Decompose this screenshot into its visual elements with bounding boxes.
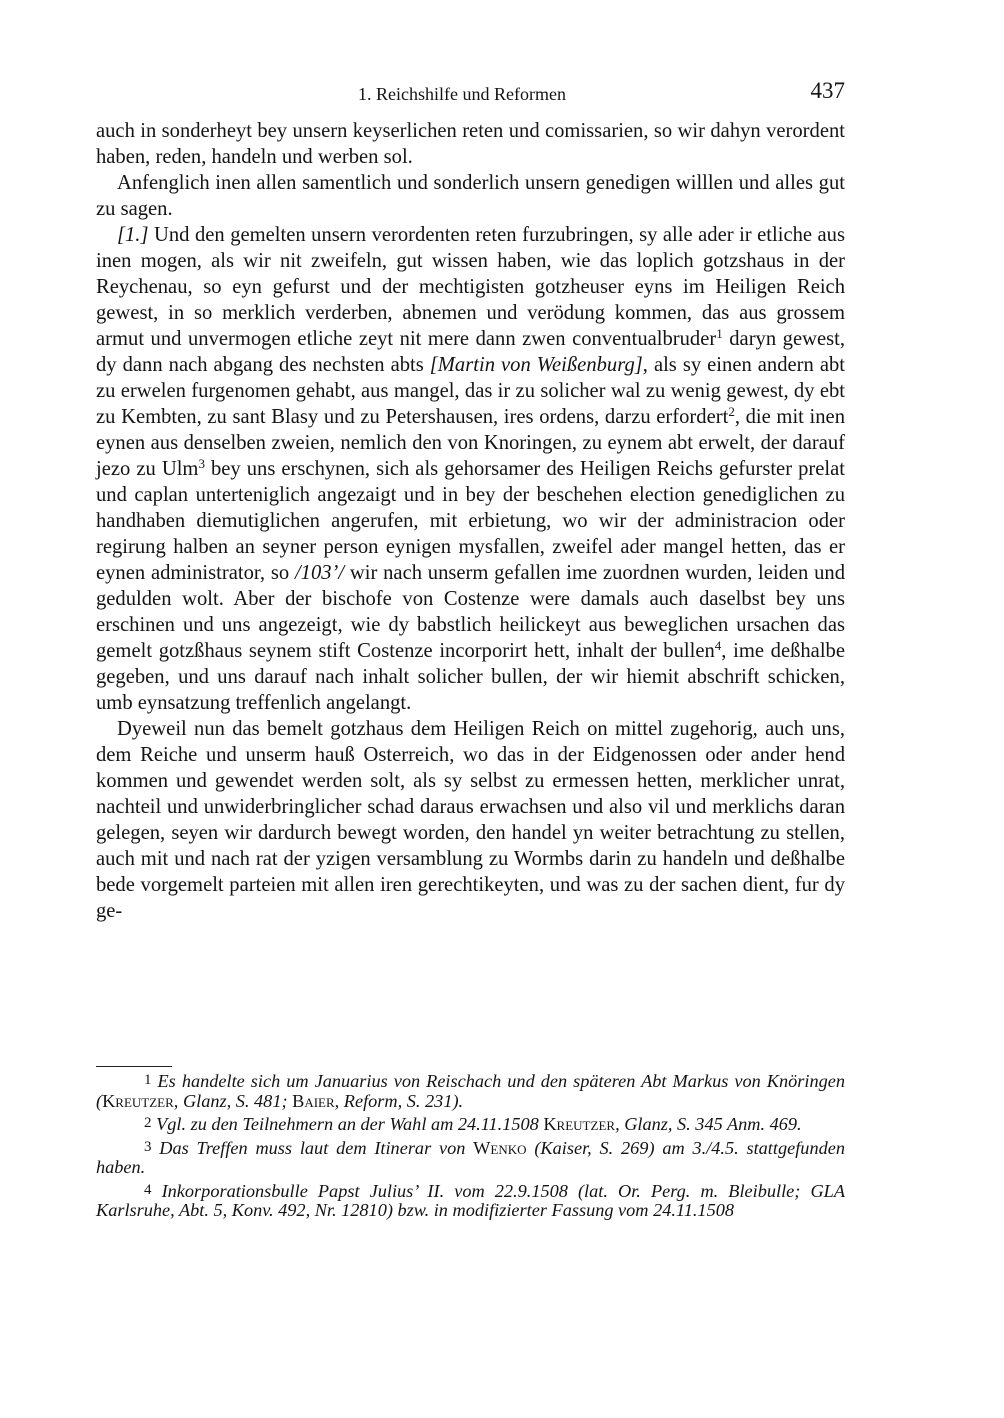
footnote-ref-1[interactable]: 1	[716, 326, 723, 341]
paragraph-2: Anfenglich inen allen samentlich und sonderlich unsern genedigen willlen und alles gut zu sagen.	[96, 172, 845, 220]
editorial-name: [Martin von Weißenburg]	[429, 354, 643, 376]
footnote-1	[96, 1071, 845, 1111]
footnote-text: , Glanz, S. 481;	[173, 1090, 293, 1111]
footnote-text: Es handelte sich um Januarius von Reischach und den späteren Abt Markus von Knöringen (	[96, 1071, 845, 1111]
paragraph-3	[96, 222, 845, 716]
footnote-text: , Reform, S. 231).	[334, 1090, 464, 1111]
footnote-text: Vgl. zu den Teilnehmern an der Wahl am 24.11.1508	[156, 1114, 544, 1134]
folio-marker: /103’/	[294, 562, 345, 584]
footnote-number: 1	[144, 1072, 152, 1088]
footnote-number: 3	[144, 1138, 152, 1155]
footnote-ref-4[interactable]: 4	[714, 638, 722, 653]
text-segment: bey uns erschynen, sich als gehorsamer des Heiligen Reichs gefurster prelat und caplan unterteniglich angezaigt und in bey der beschehen election genediglichen zu handhaben diemutiglichen angerufen, mit erbietung, wo wir der administracion oder regirung halben an seyner person eynigen mysfallen, zweifel ader mangel hetten, das er eynen administrator, so	[96, 458, 845, 584]
footnote-number: 4	[144, 1181, 152, 1198]
main-text	[96, 118, 845, 924]
footnote-number: 2	[144, 1115, 152, 1131]
footnotes	[96, 1071, 845, 1224]
running-title: 1. Reichshilfe und Reformen	[358, 84, 566, 104]
footnote-ref-2[interactable]: 2	[728, 404, 735, 419]
footnote-rule	[96, 1066, 172, 1067]
page-number: 437	[810, 78, 845, 103]
footnote-4	[96, 1181, 845, 1221]
text-segment: daryn gewest, dy dann nach abgang des nechsten abts	[96, 328, 846, 376]
text-segment: wir nach unserm gefallen ime zuordnen wurden, leiden und gedulden wolt. Aber der bischofe von Costenze were damals auch daselbst bey uns erschinen und uns angezeigt, wie dy babstlich heilickeyt aus beweglichen ursachen das gemelt gotzßhaus seynem stift Costenze incorporirt hett, inhalt der bullen	[96, 562, 845, 662]
text-segment: , ime deßhalbe gegeben, und uns darauf nach inhalt solicher bullen, der wir hiemit abschrift schicken, umb eynsatzung treffenlich angelangt.	[96, 640, 845, 714]
author-name: Kreutzer	[102, 1090, 174, 1111]
section-marker: [1.]	[117, 224, 149, 246]
page-header	[96, 78, 845, 110]
paragraph-4: Dyeweil nun das bemelt gotzhaus dem Heiligen Reich on mittel zugehorig, auch uns, dem Reiche und unserm hauß Osterreich, wo das in der Eidgenossen oder ander hend kommen und gewendet werden solt, als sy selbst zu ermessen hetten, merklicher unrat, nachteil und unwiderbringlicher schad daraus erwachsen und also vil und merklichs daran gelegen, seyen wir dardurch bewegt worden, den handel yn weiter betrachtung zu stellen, auch mit und nach rat der yzigen versamblung zu Wormbs darin zu handeln und deßhalbe bede vorgemelt parteien mit allen iren gerechtikeyten, und was zu der sachen dient, fur dy ge-	[96, 718, 845, 922]
paragraph-1: auch in sonderheyt bey unsern keyserlichen reten und comissarien, so wir dahyn verordent haben, reden, handeln und werben sol.	[96, 120, 845, 168]
footnote-2	[96, 1114, 845, 1135]
footnote-text: Inkorporationsbulle Papst Julius’ II. vom 22.9.1508 (lat. Or. Perg. m. Bleibulle; GLA Karlsruhe, Abt. 5, Konv. 492, Nr. 12810) bzw. in modifizierter Fassung vom 24.11.1508	[96, 1180, 845, 1220]
footnote-text: , Glanz, S. 345 Anm. 469.	[615, 1114, 802, 1134]
text-segment: Und den gemelten unsern verordenten reten furzubringen, sy alle ader ir etliche aus inen mogen, als wir nit zweifeln, gut wissen haben, wie das loplich gotzshaus in der Reychenau, so eyn gefurst und der mechtigisten gotzheuser eyns im Heiligen Reich gewest, in so merklich verderben, abnemen und verödung kommen, das aus grossem armut und unvermogen etliche zeyt nit mere dann zwen conventualbruder	[96, 224, 845, 350]
footnote-text: (Kaiser, S. 269) am 3./4.5. stattgefunden haben.	[96, 1137, 845, 1177]
footnote-3	[96, 1138, 845, 1178]
text-segment: , die mit inen eynen aus denselben zweien, nemlich den von Knoringen, zu eynem abt erwelt, der darauf jezo zu Ulm	[96, 406, 845, 480]
text-segment: , als sy einen andern abt zu erwelen furgenomen gehabt, aus mangel, das ir zu solicher wal zu wenig gewest, dy ebt zu Kembten, zu sant Blasy und zu Petershausen, ires ordens, darzu erfordert	[96, 354, 845, 428]
footnote-ref-3[interactable]: 3	[198, 456, 205, 471]
author-name: Baier	[292, 1090, 335, 1111]
footnote-text: Das Treffen muss laut dem Itinerar von	[159, 1137, 474, 1158]
author-name: Kreutzer	[543, 1114, 616, 1134]
author-name: Wenko	[473, 1137, 527, 1158]
